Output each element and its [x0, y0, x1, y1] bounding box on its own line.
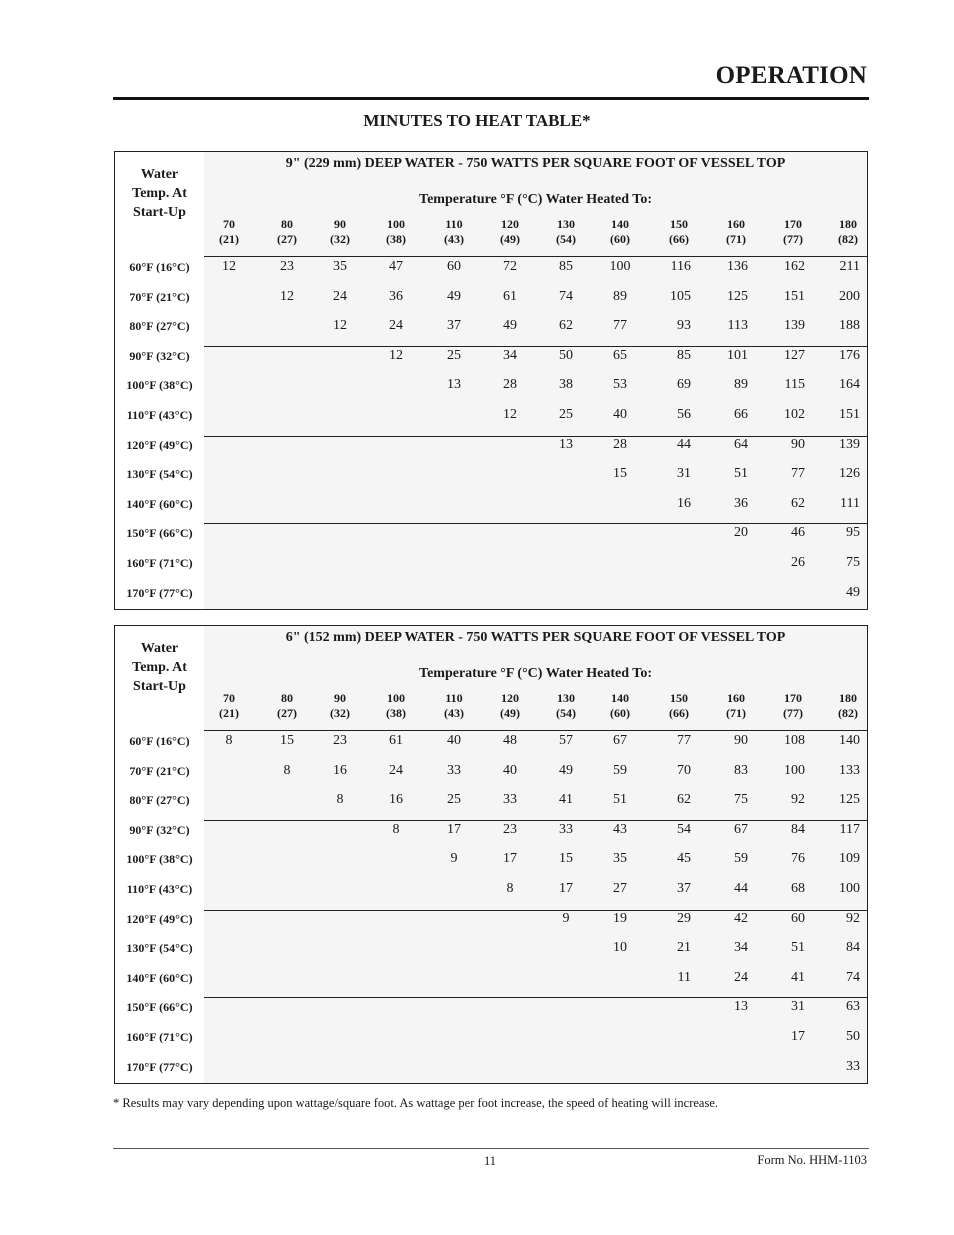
table-cell: 23 — [280, 259, 294, 274]
table-cell: 11 — [677, 970, 691, 985]
table-cell: 44 — [677, 437, 691, 452]
table-cell: 23 — [503, 822, 517, 837]
table-cell: 27 — [613, 881, 627, 896]
column-header — [204, 217, 254, 247]
table-cell: 33 — [503, 792, 517, 807]
column-header-f: 110 — [445, 691, 463, 705]
column-header-c: (38) — [386, 232, 406, 246]
table-cell: 53 — [613, 377, 627, 392]
table-cell: 77 — [791, 466, 805, 481]
table-cell: 20 — [734, 525, 748, 540]
row-label: 170°F (77°C) — [126, 586, 193, 600]
column-header-f: 100 — [387, 217, 405, 231]
depth-title: 9" (229 mm) DEEP WATER - 750 WATTS PER SQUARE FOOT OF VESSEL TOP — [285, 156, 786, 171]
table-cell: 100 — [784, 763, 805, 778]
depth-title: 6" (152 mm) DEEP WATER - 750 WATTS PER SQUARE FOOT OF VESSEL TOP — [285, 630, 786, 645]
start-temp-header-line: Water — [140, 167, 179, 182]
column-header — [371, 691, 421, 721]
table-cell: 35 — [613, 851, 627, 866]
row-label: 130°F (54°C) — [126, 467, 193, 481]
table-cell: 105 — [670, 289, 691, 304]
table-cell: 61 — [389, 733, 403, 748]
table-cell: 59 — [613, 763, 627, 778]
table-cell: 24 — [389, 318, 403, 333]
column-header-c: (49) — [500, 706, 520, 720]
table-cell: 41 — [791, 970, 805, 985]
table-cell: 36 — [389, 289, 403, 304]
table-cell: 8 — [336, 792, 344, 807]
table-cell: 151 — [784, 289, 805, 304]
table-cell: 12 — [503, 407, 517, 422]
table-cell: 17 — [503, 851, 517, 866]
row-label: 160°F (71°C) — [126, 1030, 193, 1044]
column-header-f: 80 — [281, 691, 293, 705]
table-cell: 140 — [839, 733, 860, 748]
table-cell: 89 — [613, 289, 627, 304]
table-cell: 75 — [734, 792, 748, 807]
row-label: 80°F (27°C) — [129, 793, 190, 807]
row-label: 140°F (60°C) — [126, 497, 193, 511]
header-rule — [113, 97, 869, 100]
row-label: 60°F (16°C) — [129, 260, 190, 274]
table-cell: 69 — [677, 377, 691, 392]
column-header — [262, 217, 312, 247]
table-cell: 100 — [839, 881, 860, 896]
group-divider — [204, 523, 867, 524]
group-divider — [204, 820, 867, 821]
table-cell: 31 — [677, 466, 691, 481]
table-cell: 47 — [389, 259, 403, 274]
column-header — [262, 691, 312, 721]
table-cell: 28 — [613, 437, 627, 452]
column-header-f: 150 — [670, 217, 688, 231]
column-header — [315, 217, 365, 247]
table-cell: 17 — [791, 1029, 805, 1044]
table-cell: 10 — [613, 940, 627, 955]
table-cell: 38 — [559, 377, 573, 392]
table-cell: 84 — [791, 822, 805, 837]
row-label: 70°F (21°C) — [129, 290, 190, 304]
table-cell: 92 — [846, 911, 860, 926]
table-cell: 12 — [280, 289, 294, 304]
table-cell: 33 — [846, 1059, 860, 1074]
column-header-c: (77) — [783, 706, 803, 720]
table-cell: 75 — [846, 555, 860, 570]
table-cell: 90 — [734, 733, 748, 748]
table-cell: 23 — [333, 733, 347, 748]
table-cell: 113 — [727, 318, 748, 333]
table-cell: 77 — [677, 733, 691, 748]
footer-rule — [113, 1148, 869, 1149]
table-cell: 67 — [734, 822, 748, 837]
column-header-c: (49) — [500, 232, 520, 246]
table-cell: 126 — [839, 466, 860, 481]
section-title: OPERATION — [715, 62, 867, 89]
row-label: 140°F (60°C) — [126, 971, 193, 985]
column-header-c: (71) — [726, 232, 746, 246]
row-label: 110°F (43°C) — [126, 882, 193, 896]
column-header-f: 140 — [611, 691, 629, 705]
table-cell: 117 — [839, 822, 860, 837]
table-cell: 25 — [447, 792, 461, 807]
table-cell: 68 — [791, 881, 805, 896]
start-temp-header-line: Start-Up — [133, 679, 186, 694]
start-temp-header — [115, 165, 204, 222]
row-label: 110°F (43°C) — [126, 408, 193, 422]
column-header-f: 130 — [557, 691, 575, 705]
table-cell: 61 — [503, 289, 517, 304]
column-header — [429, 217, 479, 247]
table-cell: 44 — [734, 881, 748, 896]
column-header-f: 120 — [501, 691, 519, 705]
table-cell: 59 — [734, 851, 748, 866]
column-header-c: (77) — [783, 232, 803, 246]
table-cell: 25 — [447, 348, 461, 363]
column-header-f: 110 — [445, 217, 463, 231]
form-number: Form No. HHM-1103 — [757, 1153, 867, 1167]
table-cell: 65 — [613, 348, 627, 363]
table-cell: 116 — [670, 259, 691, 274]
table-cell: 62 — [677, 792, 691, 807]
table-cell: 31 — [791, 999, 805, 1014]
column-header-c: (21) — [219, 706, 239, 720]
column-header-f: 80 — [281, 217, 293, 231]
table-cell: 72 — [503, 259, 517, 274]
table-cell: 111 — [840, 496, 860, 511]
table-cell: 36 — [734, 496, 748, 511]
table-cell: 127 — [784, 348, 805, 363]
table-cell: 176 — [839, 348, 860, 363]
table-cell: 37 — [677, 881, 691, 896]
table-cell: 48 — [503, 733, 517, 748]
column-header-c: (32) — [330, 706, 350, 720]
column-header — [654, 217, 704, 247]
column-header — [711, 691, 761, 721]
column-header — [768, 217, 818, 247]
table-cell: 40 — [503, 763, 517, 778]
table-cell: 15 — [559, 851, 573, 866]
row-label: 100°F (38°C) — [126, 378, 193, 392]
heat-table-6-inch — [114, 625, 868, 1084]
column-header-c: (38) — [386, 706, 406, 720]
table-cell: 85 — [677, 348, 691, 363]
table-cell: 102 — [784, 407, 805, 422]
table-cell: 12 — [333, 318, 347, 333]
table-cell: 13 — [447, 377, 461, 392]
column-header — [485, 217, 535, 247]
table-cell: 49 — [846, 585, 860, 600]
table-cell: 33 — [559, 822, 573, 837]
table-cell: 13 — [559, 437, 573, 452]
table-cell: 67 — [613, 733, 627, 748]
column-header — [315, 691, 365, 721]
column-header-c: (32) — [330, 232, 350, 246]
column-header-f: 170 — [784, 217, 802, 231]
table-cell: 70 — [677, 763, 691, 778]
column-header-f: 70 — [223, 217, 235, 231]
column-header — [541, 691, 591, 721]
start-temp-header-line: Temp. At — [132, 660, 187, 675]
row-label: 130°F (54°C) — [126, 941, 193, 955]
table-cell: 45 — [677, 851, 691, 866]
column-header-c: (43) — [444, 706, 464, 720]
table-cell: 108 — [784, 733, 805, 748]
table-cell: 211 — [839, 259, 860, 274]
table-cell: 54 — [677, 822, 691, 837]
column-header-f: 90 — [334, 217, 346, 231]
row-label: 90°F (32°C) — [129, 349, 190, 363]
table-title: MINUTES TO HEAT TABLE* — [363, 111, 591, 130]
column-header — [371, 217, 421, 247]
column-header-f: 170 — [784, 691, 802, 705]
table-cell: 101 — [727, 348, 748, 363]
table-cell: 46 — [791, 525, 805, 540]
table-cell: 90 — [791, 437, 805, 452]
table-cell: 62 — [791, 496, 805, 511]
column-header-f: 140 — [611, 217, 629, 231]
table-cell: 125 — [839, 792, 860, 807]
table-cell: 35 — [333, 259, 347, 274]
column-header — [711, 217, 761, 247]
column-header — [485, 691, 535, 721]
table-cell: 139 — [784, 318, 805, 333]
table-cell: 25 — [559, 407, 573, 422]
table-cell: 62 — [559, 318, 573, 333]
header-rule — [204, 256, 867, 257]
table-cell: 200 — [839, 289, 860, 304]
table-cell: 93 — [677, 318, 691, 333]
table-cell: 63 — [846, 999, 860, 1014]
table-cell: 77 — [613, 318, 627, 333]
table-cell: 17 — [559, 881, 573, 896]
column-header-f: 90 — [334, 691, 346, 705]
table-cell: 8 — [283, 763, 291, 778]
row-label: 160°F (71°C) — [126, 556, 193, 570]
table-cell: 24 — [333, 289, 347, 304]
table-cell: 43 — [613, 822, 627, 837]
row-label: 80°F (27°C) — [129, 319, 190, 333]
table-cell: 24 — [389, 763, 403, 778]
column-header-c: (66) — [669, 706, 689, 720]
column-header-c: (21) — [219, 232, 239, 246]
table-cell: 8 — [506, 881, 514, 896]
column-header — [654, 691, 704, 721]
page-number: 11 — [483, 1154, 497, 1168]
table-cell: 85 — [559, 259, 573, 274]
table-cell: 74 — [559, 289, 573, 304]
column-header — [204, 691, 254, 721]
table-cell: 34 — [734, 940, 748, 955]
column-header-c: (82) — [838, 706, 858, 720]
table-cell: 41 — [559, 792, 573, 807]
column-header — [429, 691, 479, 721]
table-cell: 12 — [389, 348, 403, 363]
table-cell: 115 — [784, 377, 805, 392]
table-cell: 64 — [734, 437, 748, 452]
column-header-c: (82) — [838, 232, 858, 246]
temperature-header: Temperature °F (°C) Water Heated To: — [419, 666, 652, 681]
row-label: 70°F (21°C) — [129, 764, 190, 778]
column-header-f: 180 — [839, 217, 857, 231]
table-cell: 15 — [280, 733, 294, 748]
table-cell: 84 — [846, 940, 860, 955]
column-header — [823, 217, 873, 247]
table-cell: 49 — [447, 289, 461, 304]
table-cell: 33 — [447, 763, 461, 778]
table-cell: 57 — [559, 733, 573, 748]
row-label: 150°F (66°C) — [126, 526, 193, 540]
table-cell: 12 — [222, 259, 236, 274]
table-cell: 188 — [839, 318, 860, 333]
column-header-c: (66) — [669, 232, 689, 246]
table-cell: 50 — [559, 348, 573, 363]
table-cell: 92 — [791, 792, 805, 807]
table-cell: 83 — [734, 763, 748, 778]
column-header-f: 100 — [387, 691, 405, 705]
group-divider — [204, 346, 867, 347]
column-header-f: 160 — [727, 217, 745, 231]
column-header-c: (54) — [556, 706, 576, 720]
table-cell: 76 — [791, 851, 805, 866]
table-cell: 60 — [447, 259, 461, 274]
table-cell: 50 — [846, 1029, 860, 1044]
table-cell: 16 — [677, 496, 691, 511]
table-cell: 164 — [839, 377, 860, 392]
column-header-c: (60) — [610, 232, 630, 246]
row-label: 60°F (16°C) — [129, 734, 190, 748]
start-temp-header-line: Temp. At — [132, 186, 187, 201]
table-cell: 16 — [333, 763, 347, 778]
row-label: 150°F (66°C) — [126, 1000, 193, 1014]
table-cell: 49 — [503, 318, 517, 333]
table-cell: 136 — [727, 259, 748, 274]
table-cell: 162 — [784, 259, 805, 274]
column-header-c: (43) — [444, 232, 464, 246]
column-header-c: (71) — [726, 706, 746, 720]
table-cell: 28 — [503, 377, 517, 392]
column-header-c: (27) — [277, 706, 297, 720]
header-rule — [204, 730, 867, 731]
table-cell: 15 — [613, 466, 627, 481]
table-cell: 16 — [389, 792, 403, 807]
table-cell: 56 — [677, 407, 691, 422]
table-cell: 139 — [839, 437, 860, 452]
table-cell: 40 — [613, 407, 627, 422]
column-header-f: 180 — [839, 691, 857, 705]
table-cell: 66 — [734, 407, 748, 422]
column-header — [595, 691, 645, 721]
heat-table-9-inch — [114, 151, 868, 610]
table-cell: 34 — [503, 348, 517, 363]
column-header — [768, 691, 818, 721]
temperature-header: Temperature °F (°C) Water Heated To: — [419, 192, 652, 207]
table-cell: 133 — [839, 763, 860, 778]
table-cell: 51 — [791, 940, 805, 955]
table-cell: 60 — [791, 911, 805, 926]
table-cell: 21 — [677, 940, 691, 955]
row-label: 100°F (38°C) — [126, 852, 193, 866]
row-label: 90°F (32°C) — [129, 823, 190, 837]
table-cell: 8 — [225, 733, 233, 748]
column-header-f: 150 — [670, 691, 688, 705]
column-header-c: (60) — [610, 706, 630, 720]
table-cell: 95 — [846, 525, 860, 540]
table-cell: 49 — [559, 763, 573, 778]
column-header-f: 120 — [501, 217, 519, 231]
row-label: 120°F (49°C) — [126, 912, 193, 926]
column-header — [823, 691, 873, 721]
table-cell: 17 — [447, 822, 461, 837]
table-cell: 29 — [677, 911, 691, 926]
table-cell: 13 — [734, 999, 748, 1014]
column-header-c: (27) — [277, 232, 297, 246]
table-cell: 26 — [791, 555, 805, 570]
table-cell: 74 — [846, 970, 860, 985]
table-cell: 24 — [734, 970, 748, 985]
start-temp-header-line: Start-Up — [133, 205, 186, 220]
column-header-f: 130 — [557, 217, 575, 231]
column-header — [541, 217, 591, 247]
table-cell: 151 — [839, 407, 860, 422]
row-label: 170°F (77°C) — [126, 1060, 193, 1074]
row-label: 120°F (49°C) — [126, 438, 193, 452]
start-temp-header-line: Water — [140, 641, 179, 656]
table-cell: 8 — [392, 822, 400, 837]
table-cell: 89 — [734, 377, 748, 392]
table-cell: 9 — [450, 851, 458, 866]
column-header-c: (54) — [556, 232, 576, 246]
table-cell: 9 — [562, 911, 570, 926]
table-cell: 42 — [734, 911, 748, 926]
start-temp-header — [115, 639, 204, 696]
column-header-f: 70 — [223, 691, 235, 705]
table-cell: 109 — [839, 851, 860, 866]
table-cell: 19 — [613, 911, 627, 926]
column-header — [595, 217, 645, 247]
table-cell: 51 — [734, 466, 748, 481]
column-header-f: 160 — [727, 691, 745, 705]
table-cell: 51 — [613, 792, 627, 807]
table-cell: 37 — [447, 318, 461, 333]
footnote: * Results may vary depending upon wattage/square foot. As wattage per foot increase, the speed of heating will increase. — [113, 1096, 719, 1110]
table-cell: 100 — [609, 259, 631, 274]
group-divider — [204, 997, 867, 998]
table-cell: 40 — [447, 733, 461, 748]
table-cell: 125 — [727, 289, 748, 304]
